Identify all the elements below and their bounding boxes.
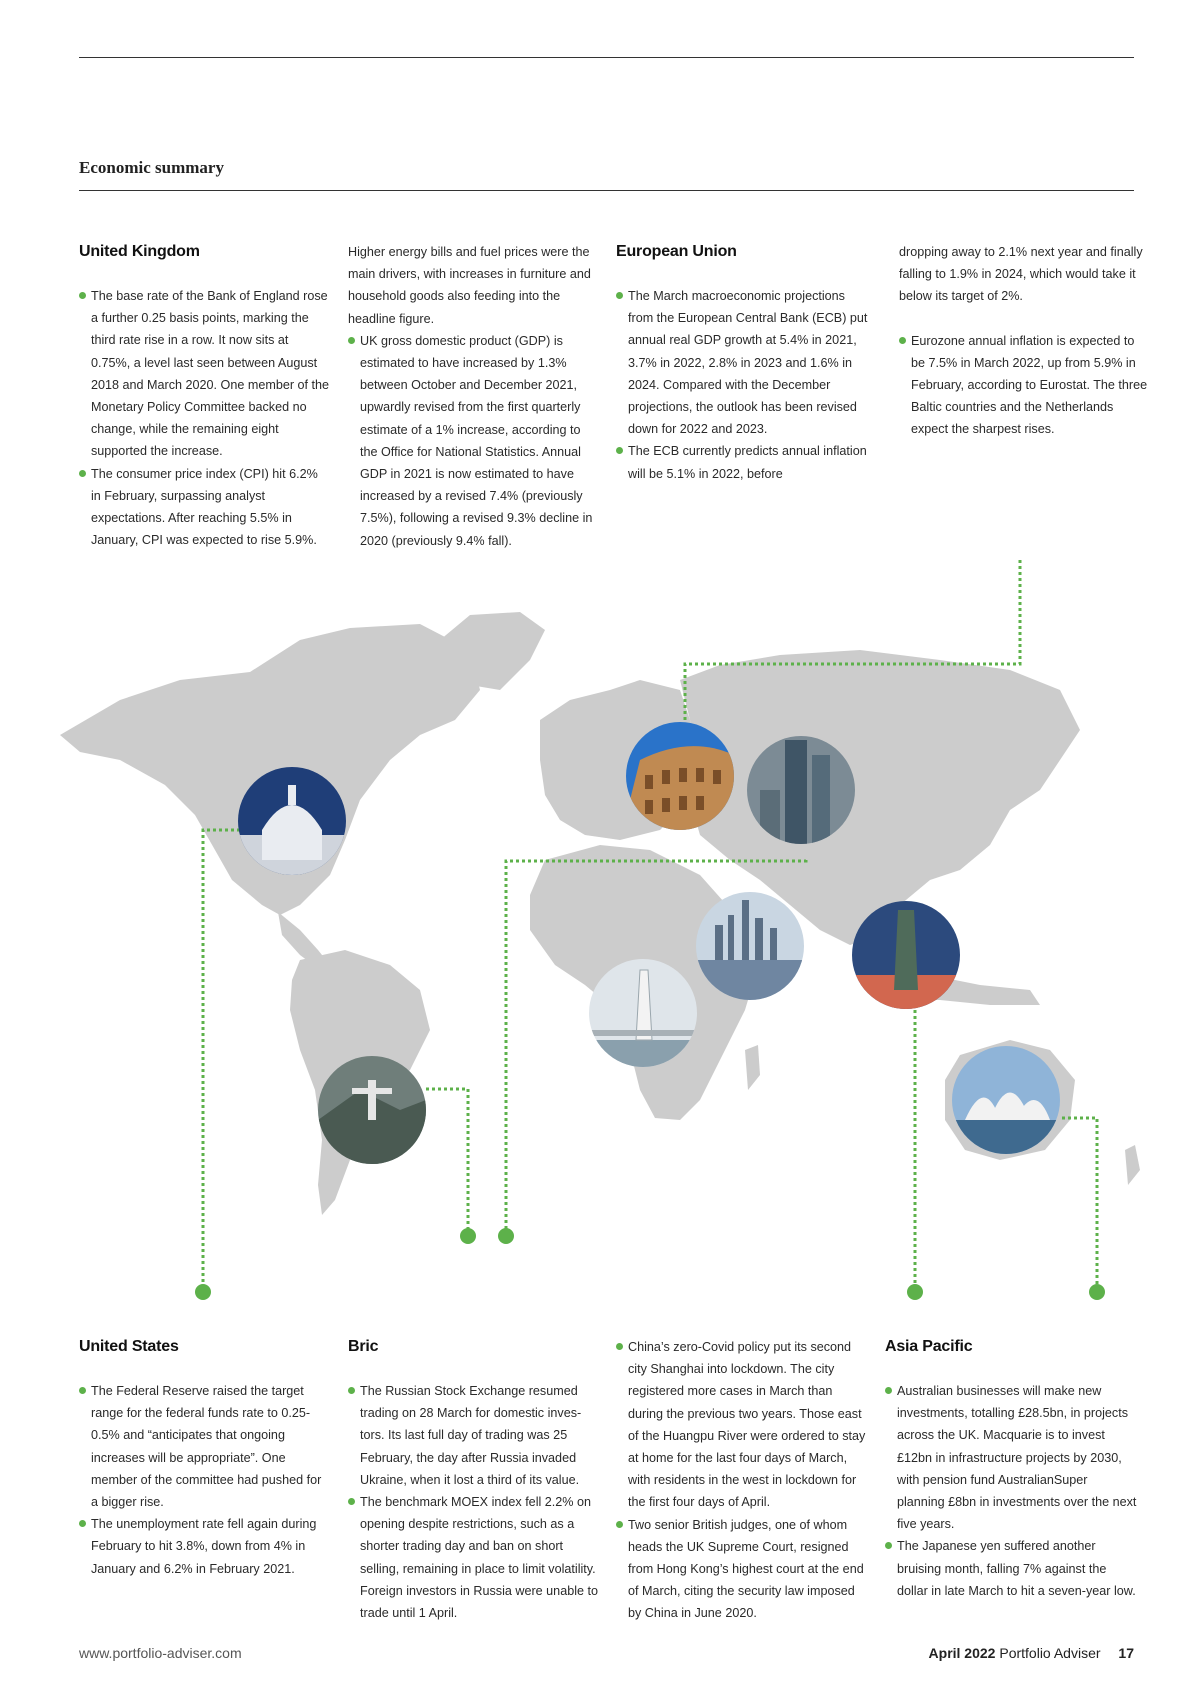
list-item: Australian businesses will make new investments, totalling £28.5bn, in projects across the UK. Macquarie is to invest £12bn in infrastructure projects by 2030, with pension fund AustralianSuper planning £8bn in investments over the next five years.	[885, 1380, 1137, 1535]
list-item: The unemployment rate fell again during February to hit 3.8%, down from 4% in January and 6.2% in February 2021.	[79, 1513, 331, 1580]
uk-column	[79, 241, 331, 551]
us-column	[79, 1336, 331, 1580]
eu-column-continued	[899, 241, 1151, 441]
footer-website: www.portfolio-adviser.com	[79, 1645, 242, 1661]
madagascar-shape	[745, 1045, 760, 1090]
bullet-icon	[79, 470, 86, 477]
north-america-shape	[60, 624, 480, 915]
bullet-icon	[616, 1521, 623, 1528]
bullet-icon	[348, 1498, 355, 1505]
bullet-icon	[899, 337, 906, 344]
bullet-icon	[885, 1387, 892, 1394]
connector-ap-2	[1062, 1118, 1097, 1288]
list-item: China’s zero-Covid policy put its second city Shanghai into lockdown. The city registered more cases in March than during the previous two years. Those east of the Huangpu River were ordered to stay at home for the last four days of March, with residents in the west in lockdown for the first four days of April.	[616, 1336, 868, 1514]
list-item: The March macroeconomic projections from the European Central Bank (ECB) put annual real GDP growth at 5.4% in 2021, 3.7% in 2022, 2.8% in 2023 and 1.6% in 2024. Compared with the December projections, the outlook has been revised down for 2022 and 2023.	[616, 285, 868, 440]
footer-issue: April 2022	[928, 1645, 996, 1661]
endpoint-dot	[195, 1284, 211, 1300]
bric-heading: Bric	[348, 1338, 379, 1355]
photo-us-capitol	[238, 767, 346, 875]
title-rule	[79, 190, 1134, 191]
bullet-icon	[348, 1387, 355, 1394]
connector-us	[203, 830, 240, 1288]
ap-heading: Asia Pacific	[885, 1338, 973, 1355]
endpoint-dot	[1089, 1284, 1105, 1300]
photo-moscow-towers	[747, 736, 855, 844]
bullet-icon	[616, 447, 623, 454]
bric-column-continued	[616, 1336, 868, 1625]
page-number: 17	[1118, 1645, 1134, 1661]
photo-dubai-skyline	[696, 892, 804, 1000]
uk-column-continued	[348, 241, 600, 552]
connector-bric-1	[426, 1089, 468, 1232]
list-item: Eurozone annual inflation is expected to be 7.5% in March 2022, up from 5.9% in February, according to Eurostat. The three Baltic countries and the Netherlands expect the sharpest rises.	[899, 330, 1151, 441]
list-item: The Federal Reserve raised the target range for the federal funds rate to 0.25-0.5% and “anticipates that ongoing increases will be appropriate”. One member of the committee had pushed for a bigger rise.	[79, 1380, 331, 1513]
footer-publication	[929, 1645, 1134, 1661]
photo-taipei-101	[852, 901, 960, 1009]
uk-heading: United Kingdom	[79, 243, 200, 260]
bullet-icon	[616, 292, 623, 299]
top-rule	[79, 57, 1134, 58]
bullet-icon	[885, 1542, 892, 1549]
photo-rio-christ	[318, 1056, 426, 1164]
footer-publication-name: Portfolio Adviser	[999, 1645, 1101, 1661]
eu-column	[616, 241, 868, 485]
uk-continued-text: Higher energy bills and fuel prices were the main drivers, with increases in furniture and household goods also feeding into the headline figure.	[348, 245, 591, 326]
bullet-icon	[348, 337, 355, 344]
list-item: Two senior British judges, one of whom heads the UK Supreme Court, resigned from Hong Kong’s highest court at the end of March, citing the security law imposed by China in June 2020.	[616, 1514, 868, 1625]
photo-sydney-opera-house	[952, 1046, 1060, 1154]
us-heading: United States	[79, 1338, 179, 1355]
bric-column	[348, 1336, 600, 1624]
bullet-icon	[79, 1520, 86, 1527]
list-item: The Russian Stock Exchange resumed trading on 28 March for domestic inves-tors. Its last full day of trading was 25 February, the day after Russia invaded Ukraine, when it lost a third of its value.	[348, 1380, 600, 1491]
bullet-icon	[616, 1343, 623, 1350]
eu-continued-text: dropping away to 2.1% next year and finally falling to 1.9% in 2024, which would take it below its target of 2%.	[899, 245, 1143, 304]
list-item: The benchmark MOEX index fell 2.2% on opening despite restrictions, such as a shorter trading day and ban on short selling, remaining in place to limit volatility. Foreign investors in Russia were unable to trade until 1 April.	[348, 1491, 600, 1624]
endpoint-dot	[460, 1228, 476, 1244]
eu-heading: European Union	[616, 243, 737, 260]
list-item: The ECB currently predicts annual inflation will be 5.1% in 2022, before	[616, 440, 868, 484]
bullet-icon	[79, 292, 86, 299]
ap-column	[885, 1336, 1137, 1602]
photo-colosseum	[626, 722, 734, 830]
photo-lagos-bridge	[589, 959, 697, 1067]
page-title: Economic summary	[79, 158, 224, 177]
list-item: The consumer price index (CPI) hit 6.2% in February, surpassing analyst expectations. After reaching 5.5% in January, CPI was expected to rise 5.9%.	[79, 463, 331, 552]
list-item: UK gross domestic product (GDP) is estimated to have increased by 1.3% between October and December 2021, upwardly revised from the first quarterly estimate of a 1% increase, according to the Office for National Statistics. Annual GDP in 2021 is now estimated to have increased by a revised 7.4% (previously 7.5%), following a revised 9.3% decline in 2020 (previously 9.4% fall).	[348, 330, 600, 552]
bullet-icon	[79, 1387, 86, 1394]
list-item: The Japanese yen suffered another bruising month, falling 7% against the dollar in late March to hit a seven-year low.	[885, 1535, 1137, 1602]
new-zealand-shape	[1125, 1145, 1140, 1185]
list-item: The base rate of the Bank of England rose a further 0.25 basis points, marking the third rate rise in a row. It now sits at 0.75%, a level last seen between August 2018 and March 2020. One member of the Monetary Policy Committee backed no change, while the remaining eight supported the increase.	[79, 285, 331, 463]
endpoint-dot	[498, 1228, 514, 1244]
world-map	[0, 560, 1200, 1320]
endpoint-dot	[907, 1284, 923, 1300]
